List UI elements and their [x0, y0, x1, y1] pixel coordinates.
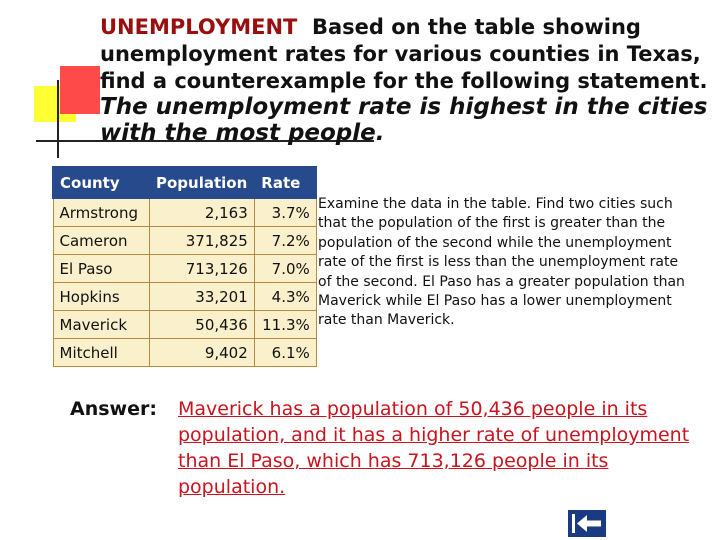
cell-rate: 3.7%	[254, 198, 316, 227]
cell-population: 2,163	[149, 198, 254, 227]
table-row	[53, 311, 316, 339]
cell-rate: 11.3%	[254, 311, 316, 339]
unemployment-table	[52, 166, 317, 367]
header-population: Population	[149, 167, 254, 198]
table-header-row	[53, 167, 316, 198]
cell-rate: 7.0%	[254, 255, 316, 283]
header-rate: Rate	[254, 167, 316, 198]
table-row	[53, 255, 316, 283]
cell-population: 713,126	[149, 255, 254, 283]
table-row	[53, 227, 316, 255]
cell-population: 50,436	[149, 311, 254, 339]
heading-keyword: UNEMPLOYMENT	[100, 15, 298, 39]
cell-rate: 7.2%	[254, 227, 316, 255]
decor-red-square	[60, 66, 100, 114]
cell-county: Maverick	[53, 311, 149, 339]
table-row	[53, 339, 316, 367]
answer-label: Answer:	[70, 398, 157, 420]
cell-population: 371,825	[149, 227, 254, 255]
cell-population: 9,402	[149, 339, 254, 367]
heading-text: Based on the table showing unemployment rates for various counties in Texas, find a counterexample for the following statement.	[100, 15, 708, 93]
table-row	[53, 283, 316, 311]
table-row	[53, 198, 316, 227]
statement-text: The unemployment rate is highest in the cities with the most people.	[100, 94, 708, 146]
cell-county: Mitchell	[53, 339, 149, 367]
cell-county: El Paso	[53, 255, 149, 283]
back-button[interactable]	[568, 510, 606, 537]
back-arrow-icon	[568, 510, 606, 537]
decor-vertical-line	[57, 80, 59, 158]
cell-county: Hopkins	[53, 283, 149, 311]
cell-rate: 4.3%	[254, 283, 316, 311]
cell-county: Armstrong	[53, 198, 149, 227]
cell-rate: 6.1%	[254, 339, 316, 367]
answer-text: Maverick has a population of 50,436 people in its population, and it has a higher rate of unemployment than El Paso, which has 713,126 people in its population.	[178, 398, 690, 498]
slide-heading	[100, 14, 716, 95]
cell-county: Cameron	[53, 227, 149, 255]
cell-population: 33,201	[149, 283, 254, 311]
explanation-text: Examine the data in the table. Find two cities such that the population of the first is greater than the population of the second while the unemployment rate of the first is less than the unemployment rate of the second. El Paso has a greater population than Maverick while El Paso has a lower unemployment rate than Maverick.	[318, 196, 685, 329]
header-county: County	[53, 167, 149, 198]
